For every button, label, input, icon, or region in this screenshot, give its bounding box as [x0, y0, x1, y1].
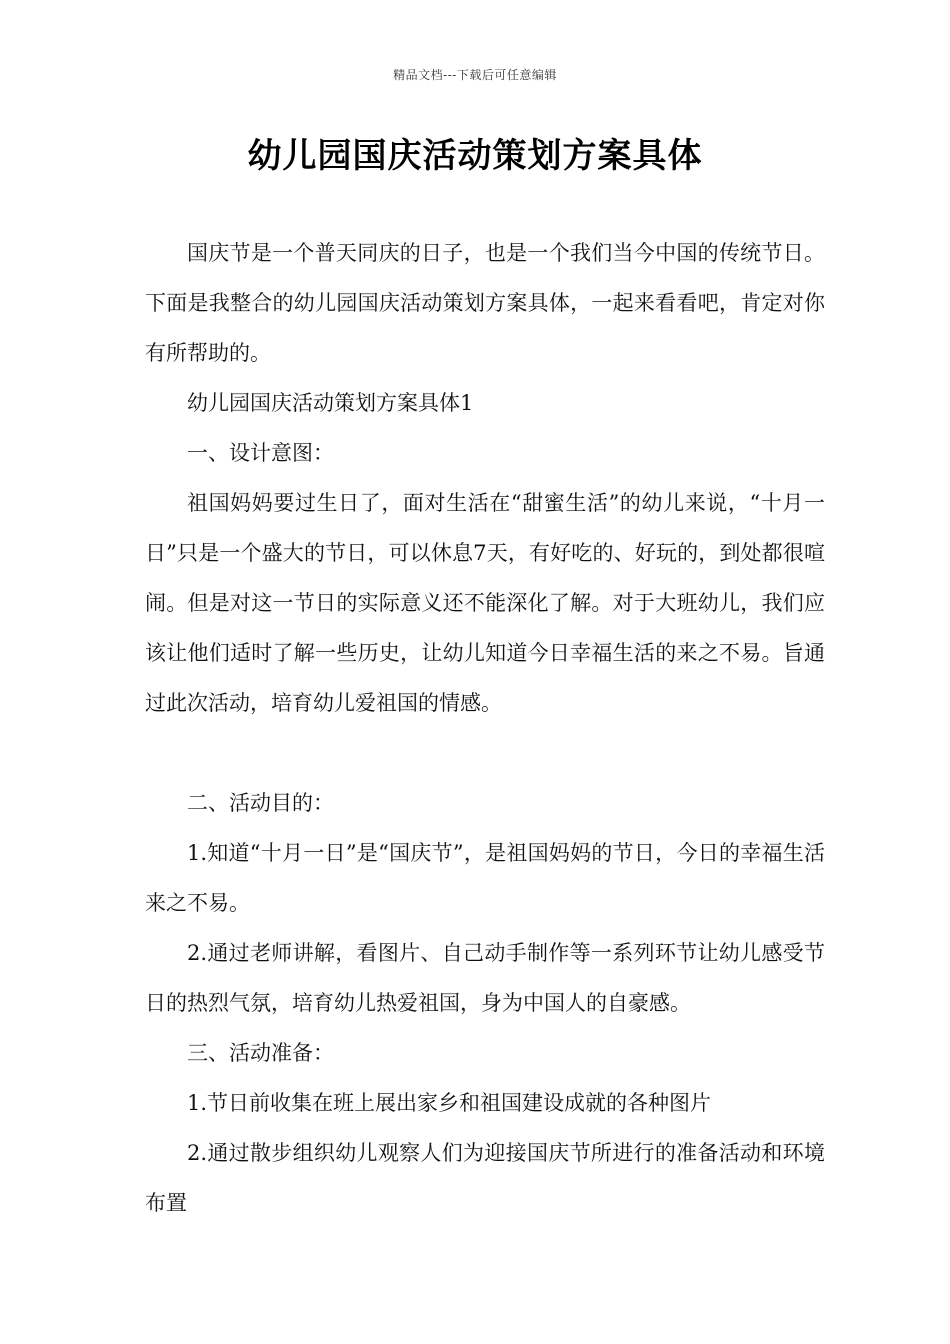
section-heading-activity-prep: 三、活动准备： — [187, 1041, 334, 1065]
goal-item-1: 1.知道“十月一日”是“国庆节”，是祖国妈妈的节日，今日的幸福生活来之不易。 — [145, 841, 825, 915]
document-body — [145, 228, 825, 1228]
paragraph-gap — [145, 728, 825, 778]
goal-item-2: 2.通过老师讲解，看图片、自己动手制作等一系列环节让幼儿感受节日的热烈气氛，培育幼儿热爱祖国，身为中国人的自豪感。 — [145, 941, 825, 1015]
page-header: 精品文档---下载后可任意编辑 — [393, 68, 557, 82]
prep-item-2: 2.通过散步组织幼儿观察人们为迎接国庆节所进行的准备活动和环境布置 — [145, 1141, 825, 1215]
section-heading-plan-1: 幼儿园国庆活动策划方案具体1 — [187, 391, 474, 415]
design-intent-paragraph: 祖国妈妈要过生日了，面对生活在“甜蜜生活”的幼儿来说，“十月一日”只是一个盛大的节日，可以休息7天，有好吃的、好玩的，到处都很喧闹。但是对这一节日的实际意义还不能深化了解。对于大班幼儿，我们应该让他们适时了解一些历史，让幼儿知道今日幸福生活的来之不易。旨通过此次活动，培育幼儿爱祖国的情感。 — [145, 491, 825, 715]
prep-item-1: 1.节日前收集在班上展出家乡和祖国建设成就的各种图片 — [187, 1091, 712, 1115]
section-heading-design-intent: 一、设计意图： — [187, 441, 334, 465]
section-heading-activity-goals: 二、活动目的： — [187, 791, 334, 815]
document-title: 幼儿园国庆活动策划方案具体 — [247, 136, 703, 176]
intro-paragraph: 国庆节是一个普天同庆的日子，也是一个我们当今中国的传统节日。下面是我整合的幼儿园国庆活动策划方案具体，一起来看看吧，肯定对你有所帮助的。 — [145, 241, 825, 365]
